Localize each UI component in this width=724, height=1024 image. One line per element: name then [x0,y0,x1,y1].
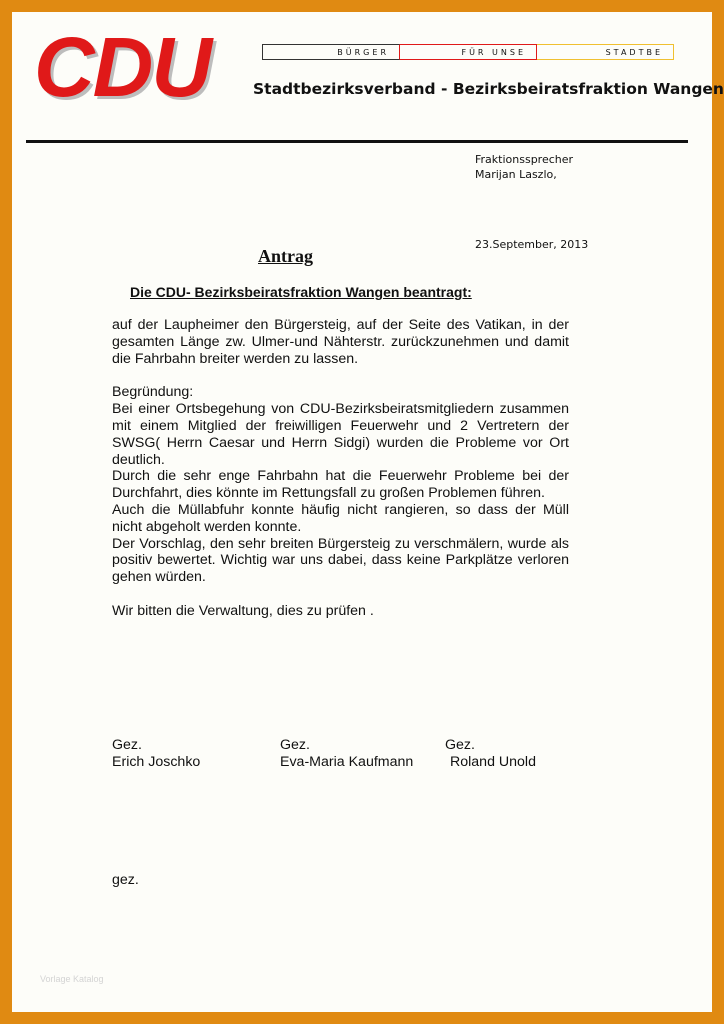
document-date: 23.September, 2013 [475,238,589,251]
speaker-name: Marijan Laszlo, [475,168,557,181]
reasoning-paragraph: Auch die Müllabfuhr konnte häufig nicht rangieren, so dass der Müll nicht abgeholt werden konnte. [112,501,569,535]
slogan-segment-1: BÜRGER [262,44,400,60]
signature-name: Eva-Maria Kaufmann [280,754,414,770]
document-title: Antrag [258,246,313,266]
watermark-text: Vorlage Katalog [40,974,104,984]
slogan-bar [262,44,674,62]
closing-sentence: Wir bitten die Verwaltung, dies zu prüfen . [112,602,374,619]
slogan-segment-3: STADTBE [537,44,674,60]
document-page [12,12,724,1012]
signature-block-3 [445,737,536,771]
header-divider [26,140,688,143]
signature-block-1 [112,737,200,771]
slogan-segment-2: FÜR UNSE [400,44,537,60]
signature-name: Erich Joschko [112,754,201,770]
reasoning-label: Begründung: [112,384,194,401]
speaker-block [475,152,573,182]
final-signature: gez. [112,872,139,888]
request-paragraph: auf der Laupheimer den Bürgersteig, auf der Seite des Vatikan, in der gesamten Länge zw. Ulmer-und Nähterstr. zurückzunehmen und damit die Fahrbahn breiter werden zu lassen. [112,317,569,367]
signature-name: Roland Unold [450,754,536,770]
document-subtitle: Die CDU- Bezirksbeiratsfraktion Wangen beantragt: [130,284,472,300]
organization-name: Stadtbezirksverband - Bezirksbeiratsfraktion Wangen [253,80,724,98]
signature-block-2 [280,737,413,771]
signature-label: Gez. [280,737,310,753]
signature-label: Gez. [445,737,475,753]
speaker-role: Fraktionssprecher [475,153,574,166]
reasoning-paragraph: Durch die sehr enge Fahrbahn hat die Feuerwehr Probleme bei der Durchfahrt, dies könnte im Rettungsfall zu großen Problemen führen. [112,468,569,502]
reasoning-paragraph: Der Vorschlag, den sehr breiten Bürgersteig zu verschmälern, wurde als positiv bewertet. Wichtig war uns dabei, dass keine Parkplätze verloren gehen würden. [112,535,569,586]
signature-label: Gez. [112,737,142,753]
cdu-logo: CDU [34,20,210,114]
document-body [112,317,569,620]
reasoning-paragraph: Bei einer Ortsbegehung von CDU-Bezirksbeiratsmitgliedern zusammen mit einem Mitglied der freiwilligen Feuerwehr und 2 Vertretern der SWSG( Herrn Caesar und Herrn Sidgi) wurden die Probleme vor Ort deutlich. [112,401,569,468]
